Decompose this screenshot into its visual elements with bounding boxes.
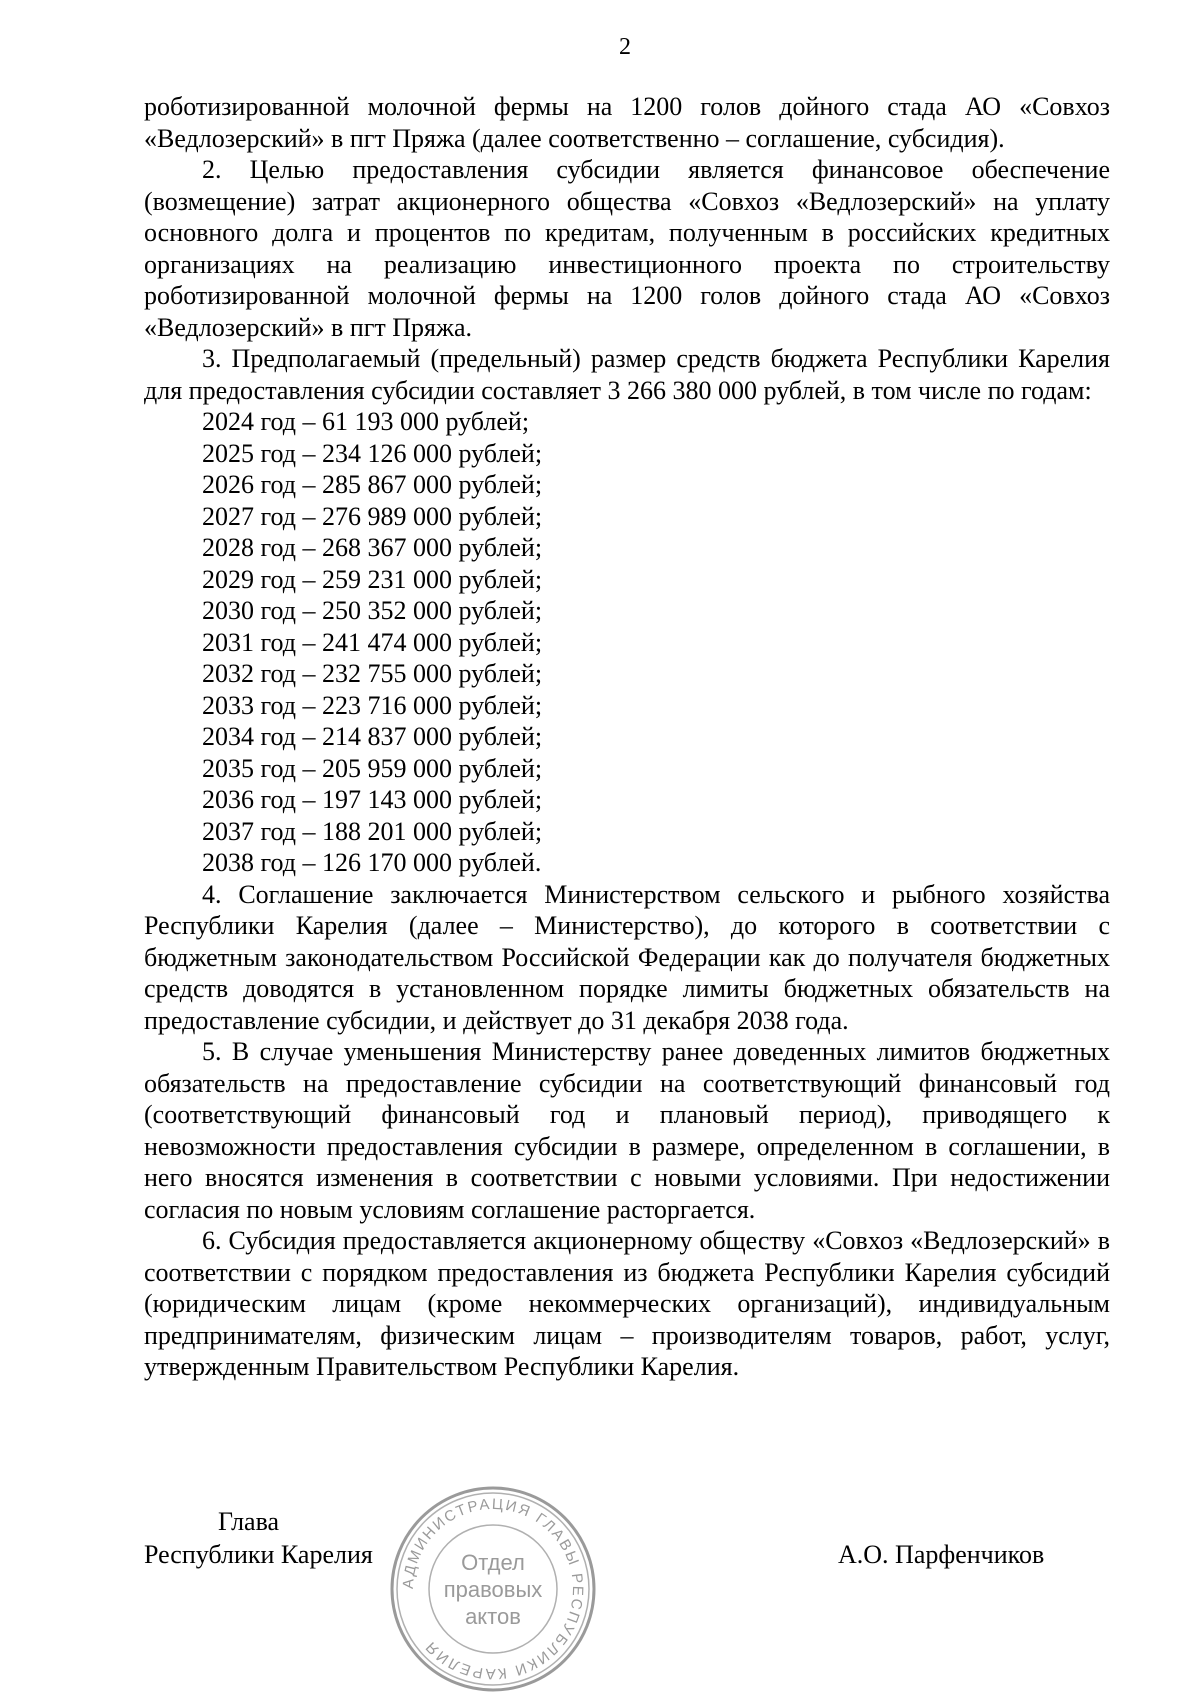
list-item: 2036 год – 197 143 000 рублей; <box>202 785 543 814</box>
yearly-amounts-list <box>144 406 1110 879</box>
page-number: 2 <box>619 34 631 60</box>
document-body <box>144 91 1110 1383</box>
list-item: 2026 год – 285 867 000 рублей; <box>202 470 543 499</box>
paragraph: 6. Субсидия предоставляется акционерному обществу «Совхоз «Ведлозерский» в соответствии с порядком предоставления из бюджета Республики Карелия субсидий (юридическим лицам (кроме некоммерческих организаций), индивидуальным предпринимателям, физическим лицам – производителям товаров, работ, услуг, утвержденным Правительством Республики Карелия. <box>144 1226 1110 1381</box>
signature-region: Республики Карелия <box>144 1540 373 1569</box>
list-item: 2032 год – 232 755 000 рублей; <box>202 659 543 688</box>
stamp-ring-text: АДМИНИСТРАЦИЯ ГЛАВЫ РЕСПУБЛИКИ КАРЕЛИЯ <box>399 1495 587 1683</box>
paragraph: роботизированной молочной фермы на 1200 голов дойного стада АО «Совхоз «Ведлозерский» в пгт Пряжа (далее соответственно – соглашение, субсидия). <box>144 92 1110 153</box>
paragraph: 4. Соглашение заключается Министерством сельского и рыбного хозяйства Республики Карелия (далее – Министерство), до которого в соответствии с бюджетным законодательством Российской Федерации как до получателя бюджетных средств доводятся в установленном порядке лимиты бюджетных обязательств на предоставление субсидии, и действует до 31 декабря 2038 года. <box>144 879 1110 1035</box>
list-item: 2027 год – 276 989 000 рублей; <box>202 501 543 531</box>
signatory-name: А.О. Парфенчиков <box>838 1540 1045 1569</box>
paragraph: 3. Предполагаемый (предельный) размер средств бюджета Республики Карелия для предоставления субсидии составляет 3 266 380 000 рублей, в том числе по годам: <box>144 344 1110 405</box>
paragraph: 2. Целью предоставления субсидии является финансовое обеспечение (возмещение) затрат акционерного общества «Совхоз «Ведлозерский» на уплату основного долга и процентов по кредитам, полученным в российских кредитных организациях на реализацию инвестиционного проекта по строительству роботизированной молочной фермы на 1200 голов дойного стада АО «Совхоз «Ведлозерский» в пгт Пряжа. <box>144 155 1110 342</box>
paragraph-group-before <box>144 91 1110 406</box>
list-item: 2033 год – 223 716 000 рублей; <box>202 690 543 720</box>
list-item: 2037 год – 188 201 000 рублей; <box>202 816 543 846</box>
stamp-center-line-2: правовых <box>443 1577 543 1602</box>
list-item: 2034 год – 214 837 000 рублей; <box>202 722 543 751</box>
list-item: 2029 год – 259 231 000 рублей; <box>202 564 543 594</box>
list-item: 2028 год – 268 367 000 рублей; <box>202 533 543 562</box>
list-item: 2025 год – 234 126 000 рублей; <box>202 438 543 468</box>
paragraph: 5. В случае уменьшения Министерству ранее доведенных лимитов бюджетных обязательств на предоставление субсидии на соответствующий финансовый год (соответствующий финансовый год и плановый период), приводящего к невозможности предоставления субсидии в размере, определенном в соглашении, в него вносятся изменения в соответствии с новыми условиями. При недостижении согласия по новым условиям соглашение расторгается. <box>144 1037 1110 1224</box>
official-stamp <box>388 1484 598 1694</box>
list-item: 2024 год – 61 193 000 рублей; <box>202 407 530 436</box>
signature-title: Глава <box>218 1507 280 1536</box>
list-item: 2035 год – 205 959 000 рублей; <box>202 753 543 783</box>
list-item: 2038 год – 126 170 000 рублей. <box>202 848 542 877</box>
list-item: 2031 год – 241 474 000 рублей; <box>202 627 543 657</box>
list-item: 2030 год – 250 352 000 рублей; <box>202 596 543 625</box>
stamp-center-line-1: Отдел <box>461 1550 525 1575</box>
stamp-center-line-3: актов <box>465 1604 521 1629</box>
paragraph-group-after <box>144 879 1110 1383</box>
